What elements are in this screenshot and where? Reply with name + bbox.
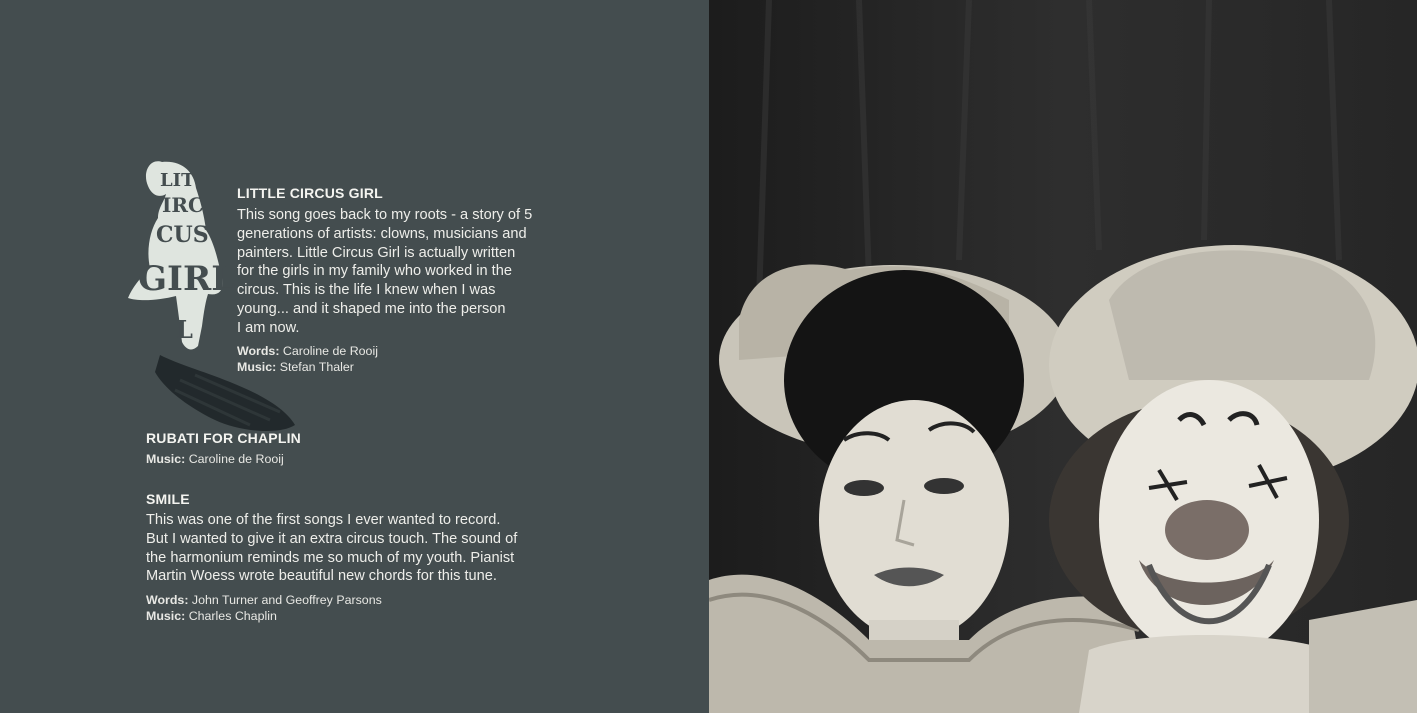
song-credits-smile bbox=[146, 592, 382, 624]
song-credits-little-circus-girl bbox=[237, 343, 378, 375]
song-description-smile bbox=[146, 511, 517, 586]
credit-label: Music: bbox=[146, 609, 186, 623]
credit-value: Caroline de Rooij bbox=[282, 344, 378, 358]
description-line: young... and it shaped me into the person bbox=[237, 300, 506, 317]
description-line: the harmonium reminds me so much of my youth. Pianist bbox=[146, 549, 515, 566]
song-credits-rubati-for-chaplin bbox=[146, 451, 284, 467]
vintage-photo-panel bbox=[709, 0, 1417, 713]
svg-text:LIT: LIT bbox=[160, 170, 195, 191]
credit-music bbox=[146, 608, 382, 624]
description-line: for the girls in my family who worked in the bbox=[237, 263, 512, 280]
credit-label: Music: bbox=[237, 360, 277, 374]
credit-value: Caroline de Rooij bbox=[188, 452, 284, 466]
circus-performers-photo bbox=[709, 0, 1417, 713]
song-title-rubati-for-chaplin: RUBATI FOR CHAPLIN bbox=[146, 430, 301, 446]
credit-value: John Turner and Geoffrey Parsons bbox=[191, 593, 382, 607]
description-line: Martin Woess wrote beautiful new chords for this tune. bbox=[146, 568, 497, 585]
song-description-little-circus-girl bbox=[237, 206, 532, 338]
description-line: This song goes back to my roots - a story of 5 bbox=[237, 207, 533, 223]
description-line: I am now. bbox=[237, 319, 300, 336]
credit-music bbox=[237, 359, 378, 375]
description-line: circus. This is the life I knew when I was bbox=[237, 282, 496, 299]
song-title-little-circus-girl: LITTLE CIRCUS GIRL bbox=[237, 185, 383, 201]
song-title-smile: SMILE bbox=[146, 491, 190, 507]
credit-value: Charles Chaplin bbox=[188, 609, 277, 623]
credit-label: Words: bbox=[146, 593, 189, 607]
svg-text:CUS: CUS bbox=[156, 222, 209, 248]
svg-text:GIRL: GIRL bbox=[138, 259, 236, 299]
credit-words bbox=[146, 592, 382, 608]
credit-label: Words: bbox=[237, 344, 280, 358]
credit-value: Stefan Thaler bbox=[279, 360, 354, 374]
credit-label: Music: bbox=[146, 452, 186, 466]
description-line: generations of artists: clowns, musicians and bbox=[237, 225, 527, 242]
svg-text:IRC: IRC bbox=[162, 193, 204, 217]
svg-text:L: L bbox=[176, 315, 193, 344]
credit-words bbox=[237, 343, 378, 359]
description-line: But I wanted to give it an extra circus touch. The sound of bbox=[146, 530, 518, 547]
description-line: painters. Little Circus Girl is actually written bbox=[237, 244, 516, 261]
credit-music bbox=[146, 451, 284, 467]
description-line: This was one of the first songs I ever wanted to record. bbox=[146, 512, 501, 528]
